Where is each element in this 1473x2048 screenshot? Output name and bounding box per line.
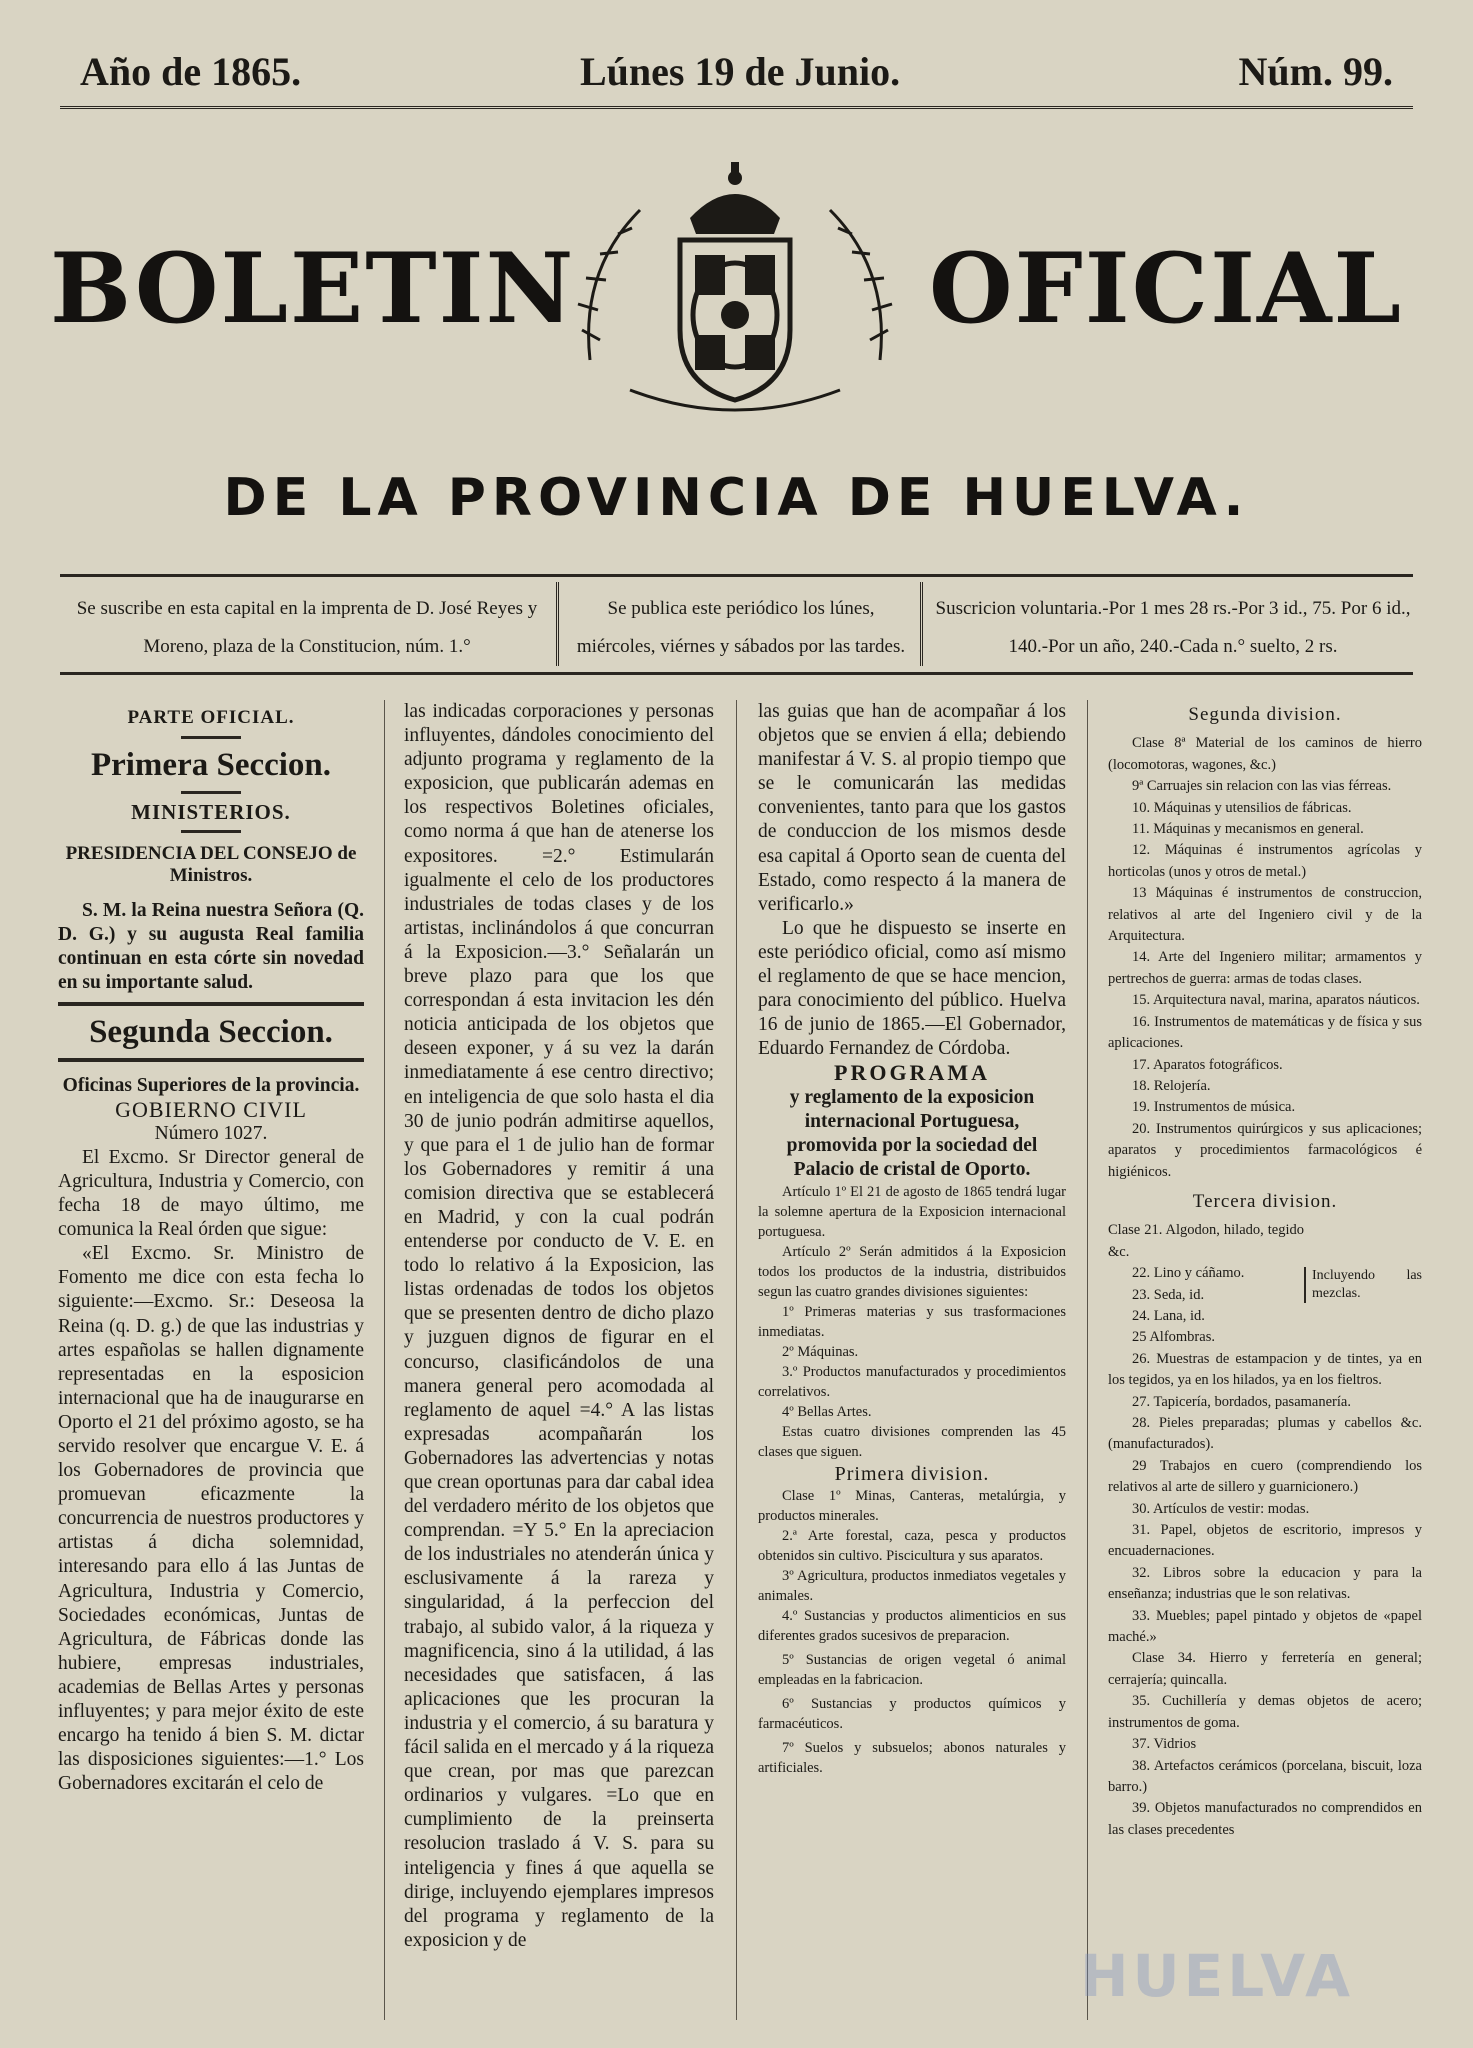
class-7: 7º Suelos y subsuelos; abonos naturales y artificiales.	[758, 1739, 1066, 1776]
info-publication-days: Se publica este periódico los lúnes, miércoles, viérnes y sábados por las tardes.	[576, 598, 906, 657]
list-item: 27. Tapicería, bordados, pasamanería.	[1132, 1393, 1351, 1410]
top-rule	[60, 106, 1413, 109]
division-1: 1º Primeras materias y sus trasformaciones inmediatas.	[758, 1303, 1066, 1340]
brace-note: Incluyendo las mezclas.	[1304, 1267, 1422, 1303]
list-item: 18. Relojería.	[1132, 1077, 1211, 1094]
list-item: 20. Instrumentos quirúrgicos y sus aplicaciones; aparatos y procedimientos farmacológicos é higiénicos.	[1108, 1120, 1422, 1180]
list-item: 38. Artefactos cerámicos (porcelana, biscuit, loza barro.)	[1108, 1757, 1422, 1795]
column-1	[58, 700, 364, 1796]
list-item: 39. Objetos manufacturados no comprendidos en las clases precedentes	[1108, 1800, 1422, 1838]
class-6: 6º Sustancias y productos químicos y farmacéuticos.	[758, 1695, 1066, 1732]
issue-number: Núm. 99.	[1238, 49, 1393, 94]
info-subscription-place: Se suscribe en esta capital en la imprenta de D. José Reyes y Moreno, plaza de la Constitucion, núm. 1.°	[76, 598, 538, 657]
royal-crest-icon	[570, 160, 900, 420]
heading-segunda-seccion: Segunda Seccion.	[89, 1013, 333, 1050]
info-rule-top	[60, 574, 1413, 577]
column-separator	[384, 700, 385, 2020]
watermark-huelva: HUELVA	[1080, 1942, 1355, 2010]
heading-primera-division: Primera division.	[834, 1462, 990, 1485]
divider	[181, 736, 241, 739]
column-4	[1108, 700, 1422, 1841]
division-2: 2º Máquinas.	[782, 1343, 859, 1360]
list-item: 33. Muebles; papel pintado y objetos de «papel maché.»	[1108, 1607, 1422, 1646]
heading-ministerios: MINISTERIOS.	[131, 800, 291, 825]
paragraph-real-orden: «El Excmo. Sr. Ministro de Fomento me dice con esta fecha lo siguiente:—Excmo. Sr.: Deseosa la Reina (q. D. g.) de que las industrias y artes españolas se hallen dignamente representadas en la esposicion internacional que ha de inaugurarse en Oporto el 21 del próximo agosto, se ha servido resolver que encargue V. E. á los Gobernadores de provincia que promuevan eficazmente la concurrencia de nuestros productores y artistas á dicha solemnidad, interesando para ello á las Juntas de Agricultura, Industria y Comercio, Sociedades económicas, Juntas de Agricultura, de Fábricas donde las hubiere, empresas industriales, academias de Bellas Artes y personas influyentes; y para mejor éxito de este encargo ha tenido á bien S. M. dictar las disposiciones siguientes:—1.° Los Gobernadores excitarán el celo de	[58, 1243, 364, 1795]
dateline	[80, 48, 1393, 100]
class-5: 5º Sustancias de origen vegetal ó animal empleadas en la fabricacion.	[758, 1651, 1066, 1688]
list-item: 17. Aparatos fotográficos.	[1132, 1056, 1283, 1073]
title-oficial: OFICIAL	[929, 232, 1403, 345]
article-1: Artículo 1º El 21 de agosto de 1865 tendrá lugar la solemne apertura de la Exposicion internacional portuguesa.	[758, 1183, 1066, 1240]
list-item: 25 Alfombras.	[1132, 1329, 1215, 1346]
divisions-note: Estas cuatro divisiones comprenden las 45 clases que siguen.	[758, 1423, 1066, 1460]
list-item: 32. Libros sobre la educacion y para la enseñanza; industrias que le son relativas.	[1108, 1564, 1422, 1603]
issue-year: Año de 1865.	[80, 49, 302, 94]
class-4: 4.º Sustancias y productos alimenticios en sus diferentes grados sucesivos de preparacion.	[758, 1607, 1066, 1644]
divider	[181, 791, 241, 794]
list-item: 15. Arquitectura naval, marina, aparatos náuticos.	[1132, 992, 1420, 1009]
heading-oficinas: Oficinas Superiores de la provincia.	[62, 1074, 360, 1096]
column-2	[404, 700, 714, 1953]
info-separator	[920, 582, 923, 666]
division-4: 4º Bellas Artes.	[782, 1403, 872, 1420]
class-3: 3º Agricultura, productos inmediatos vegetales y animales.	[758, 1567, 1066, 1604]
subheading-programa: y reglamento de la exposicion internacional Portuguesa, promovida por la sociedad del Palacio de cristal de Oporto.	[786, 1086, 1038, 1180]
divider	[181, 830, 241, 833]
column-3	[758, 700, 1066, 1778]
list-item: 23. Seda, id.	[1132, 1286, 1205, 1303]
info-rule-bottom	[60, 672, 1413, 675]
issue-date: Lúnes 19 de Junio.	[580, 49, 901, 94]
heading-presidencia: PRESIDENCIA DEL CONSEJO de Ministros.	[65, 843, 357, 887]
list-item: 28. Pieles preparadas; plumas y cabellos &c. (manufacturados).	[1108, 1415, 1422, 1453]
list-item: 22. Lino y cáñamo.	[1132, 1265, 1245, 1282]
info-separator	[556, 582, 559, 666]
paragraph-insercion: Lo que he dispuesto se inserte en este periódico oficial, como así mismo el reglamento de que se hace mencion, para conocimiento del público. Huelva 16 de junio de 1865.—El Gobernador, Eduardo Fernandez de Córdoba.	[758, 917, 1066, 1060]
paragraph-guias: las guias que han de acompañar á los objetos que se envien á ella; debiendo manifestar á V. S. al propio tiempo que se le comunicarán las medidas convenientes, tanto para que los gastos de conduccion de los mismos desde esa capital á Oporto sean de cuenta del Estado, como respecto á la manera de verificarlo.»	[758, 701, 1066, 915]
title-boletin: BOLETIN	[50, 232, 576, 345]
list-item: 14. Arte del Ingeniero militar; armamentos y pertrechos de guerra: armas de todas clases.	[1108, 949, 1422, 987]
divider	[58, 1002, 364, 1006]
heading-tercera-division: Tercera division.	[1192, 1190, 1338, 1212]
list-item: 35. Cuchillería y demas objetos de acero; instrumentos de goma.	[1108, 1693, 1422, 1731]
list-item: 24. Lana, id.	[1132, 1307, 1205, 1324]
division-3: 3.º Productos manufacturados y procedimientos correlativos.	[758, 1363, 1066, 1400]
list-item: 19. Instrumentos de música.	[1132, 1099, 1296, 1116]
class-1: Clase 1º Minas, Canteras, metalúrgia, y productos minerales.	[758, 1487, 1066, 1524]
list-item: 29 Trabajos en cuero (comprendiendo los relativos al arte de sillero y guarnicionero.)	[1108, 1457, 1422, 1496]
list-item: 10. Máquinas y utensilios de fábricas.	[1132, 799, 1352, 816]
paragraph-reina: S. M. la Reina nuestra Señora (Q. D. G.) y su augusta Real familia continuan en esta córte sin novedad en su importante salud.	[58, 900, 364, 994]
title-subtitle: DE LA PROVINCIA DE HUELVA.	[223, 468, 1250, 528]
list-item: 11. Máquinas y mecanismos en general.	[1132, 821, 1364, 838]
list-item: 26. Muestras de estampacion y de tintes, ya en los tegidos, ya en los hilados, ya en los fieltros.	[1108, 1350, 1422, 1389]
column-separator	[1087, 700, 1088, 2020]
paragraph-intro: El Excmo. Sr Director general de Agricultura, Industria y Comercio, con fecha 18 de mayo último, me comunica la Real órden que sigue:	[58, 1146, 364, 1241]
heading-parte-oficial: PARTE OFICIAL.	[127, 707, 295, 728]
class-2: 2.ª Arte forestal, caza, pesca y productos obtenidos sin cultivo. Piscicultura y sus aparatos.	[758, 1527, 1066, 1564]
list-item: 9ª Carruajes sin relacion con las vias férreas.	[1132, 778, 1392, 795]
article-2: Artículo 2º Serán admitidos á la Exposicion todos los productos de la industria, distribuidos segun las cuatro grandes divisiones siguientes:	[758, 1243, 1066, 1300]
textile-group	[1108, 1220, 1422, 1348]
column-separator	[736, 700, 737, 2020]
list-item: 37. Vidrios	[1132, 1736, 1197, 1753]
list-item: 31. Papel, objetos de escritorio, impresos y encuadernaciones.	[1108, 1522, 1422, 1560]
heading-gobierno-civil: GOBIERNO CIVIL	[115, 1096, 307, 1122]
divider	[58, 1058, 364, 1062]
list-item: 30. Artículos de vestir: modas.	[1132, 1500, 1310, 1517]
decree-number: Número 1027.	[154, 1122, 268, 1144]
heading-segunda-division: Segunda division.	[1188, 704, 1342, 725]
info-subscription-price: Suscricion voluntaria.-Por 1 mes 28 rs.-Por 3 id., 75. Por 6 id., 140.-Por un año, 240.-Cada n.° suelto, 2 rs.	[935, 598, 1411, 657]
list-item: 13 Máquinas é instrumentos de construccion, relativos al arte del Ingeniero civil y de la Arquitectura.	[1108, 885, 1422, 945]
list-item: 12. Máquinas é instrumentos agrícolas y horticolas (unos y otros de metal.)	[1108, 842, 1422, 880]
list-item: Clase 21. Algodon, hilado, tegido &c.	[1108, 1222, 1304, 1260]
heading-primera-seccion: Primera Seccion.	[90, 747, 332, 784]
heading-programa: PROGRAMA	[834, 1060, 990, 1086]
list-item: 16. Instrumentos de matemáticas y de física y sus aplicaciones.	[1108, 1013, 1422, 1052]
list-item: Clase 34. Hierro y ferretería en general; cerrajería; quincalla.	[1108, 1650, 1422, 1688]
list-item: Clase 8ª Material de los caminos de hierro (locomotoras, wagones, &c.)	[1108, 735, 1422, 773]
paragraph-disposiciones: las indicadas corporaciones y personas influyentes, dándoles conocimiento del adjunto programa y reglamento de la exposicion, que publicarán ademas en los respectivos Boletines oficiales, como norma á que han de atenerse los expositores. =2.° Estimularán igualmente el celo de los productores industriales de todas clases y de los artistas, inclinándolos á que concurran á la Exposicion.—3.° Señalarán un breve plazo para que los que correspondan á esta invitacion les dén noticia anticipada de los objetos que deseen exponer, y á su vez la darán inmediatamente á ese centro directivo; en inteligencia de que solo hasta el dia 30 de junio podrán admitirse aquellos, y que para el 1 de julio han de formar los Gobernadores y remitir á una comision directiva que se establecerá en Madrid, y con la cual podrán entenderse por conducto de V. E. en todo lo relativo á la Exposicion, las listas ordenadas de todos los objetos que se presenten dentro de dicho plazo y juzguen dignos de figurar en el concurso, clasificándolos de una manera general pero acomodada al reglamento de aquel =4.° A las listas expresadas acompañarán los Gobernadores las advertencias y notas que crean oportunas para dar cabal idea del verdadero mérito de los objetos que comprendan. =Y 5.° En la apreciacion de los industriales no atenderán única y esclusivamente á la rareza y singularidad, á la perfeccion del trabajo, al subido valor, á la riqueza y magnificencia, sino á la utilidad, á las necesidades que satisfacen, á las aplicaciones que les procuran la industria y el comercio, á su baratura y fácil salida en el mercado y á la riqueza que crean, por mas que parezcan ordinarios y vulgares. =Lo que en cumplimiento de la preinserta resolucion traslado á V. S. para su inteligencia y fines á que aquella se dirige, incluyendo ejemplares impresos del programa y reglamento de la exposicion y de	[404, 701, 714, 1951]
